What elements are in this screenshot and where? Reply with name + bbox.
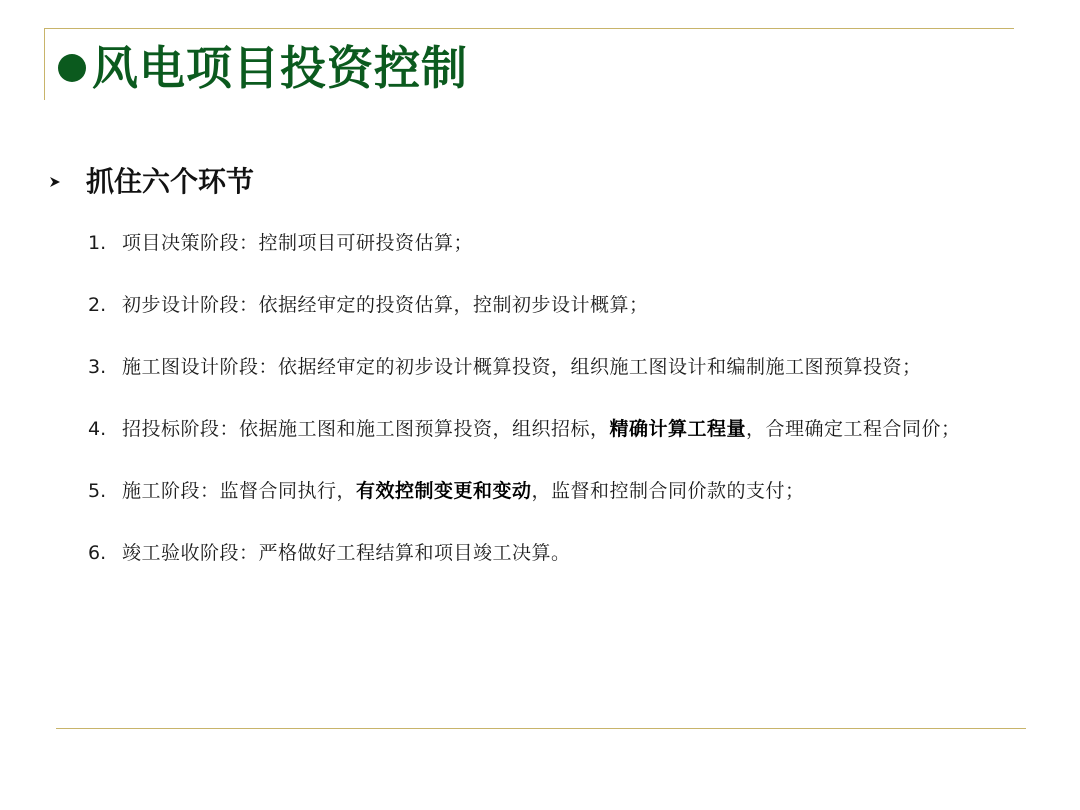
item-text-part: 初步设计阶段：依据经审定的投资估算，控制初步设计概算；	[122, 294, 649, 316]
item-text-part: 招投标阶段：依据施工图和施工图预算投资，组织招标，	[122, 418, 610, 440]
subheading	[48, 160, 254, 200]
list-item	[88, 339, 988, 395]
title-bullet-icon	[58, 54, 86, 82]
item-text	[122, 286, 988, 324]
title-text: 风电项目投资控制	[92, 41, 468, 95]
list-item	[88, 534, 988, 572]
item-text	[122, 534, 988, 572]
item-text-part: 项目决策阶段：控制项目可研投资估算；	[122, 232, 474, 254]
list-item	[88, 286, 988, 324]
item-text-part: 施工图设计阶段：依据经审定的初步设计概算投资，组织施工图设计和编制施工图预算投资；	[122, 356, 922, 378]
list-item	[88, 401, 988, 457]
left-accent-rule	[44, 28, 45, 100]
subheading-text: 抓住六个环节	[86, 165, 255, 198]
item-text	[122, 472, 988, 510]
item-number: 1.	[88, 232, 107, 254]
item-text	[122, 224, 988, 262]
item-text-part: 施工阶段：监督合同执行，	[122, 480, 357, 502]
item-number: 6.	[88, 542, 107, 564]
item-number: 2.	[88, 294, 107, 316]
item-text-part: 竣工验收阶段：严格做好工程结算和项目竣工决算。	[122, 542, 571, 564]
stage-list	[88, 224, 988, 596]
arrow-bullet-icon	[48, 175, 62, 189]
slide-title	[58, 36, 468, 100]
item-text-part: ，合理确定工程合同价；	[746, 418, 961, 440]
item-number: 3.	[88, 356, 107, 378]
list-item	[88, 472, 988, 510]
item-text	[122, 339, 988, 395]
item-number: 5.	[88, 480, 107, 502]
bottom-divider	[56, 728, 1026, 729]
top-divider	[44, 28, 1014, 29]
emphasis-text: 精确计算工程量	[609, 418, 747, 440]
item-text-part: ，监督和控制合同价款的支付；	[531, 480, 805, 502]
item-text	[122, 401, 988, 457]
list-item	[88, 224, 988, 262]
item-number: 4.	[88, 418, 107, 440]
emphasis-text: 有效控制变更和变动	[356, 480, 532, 502]
